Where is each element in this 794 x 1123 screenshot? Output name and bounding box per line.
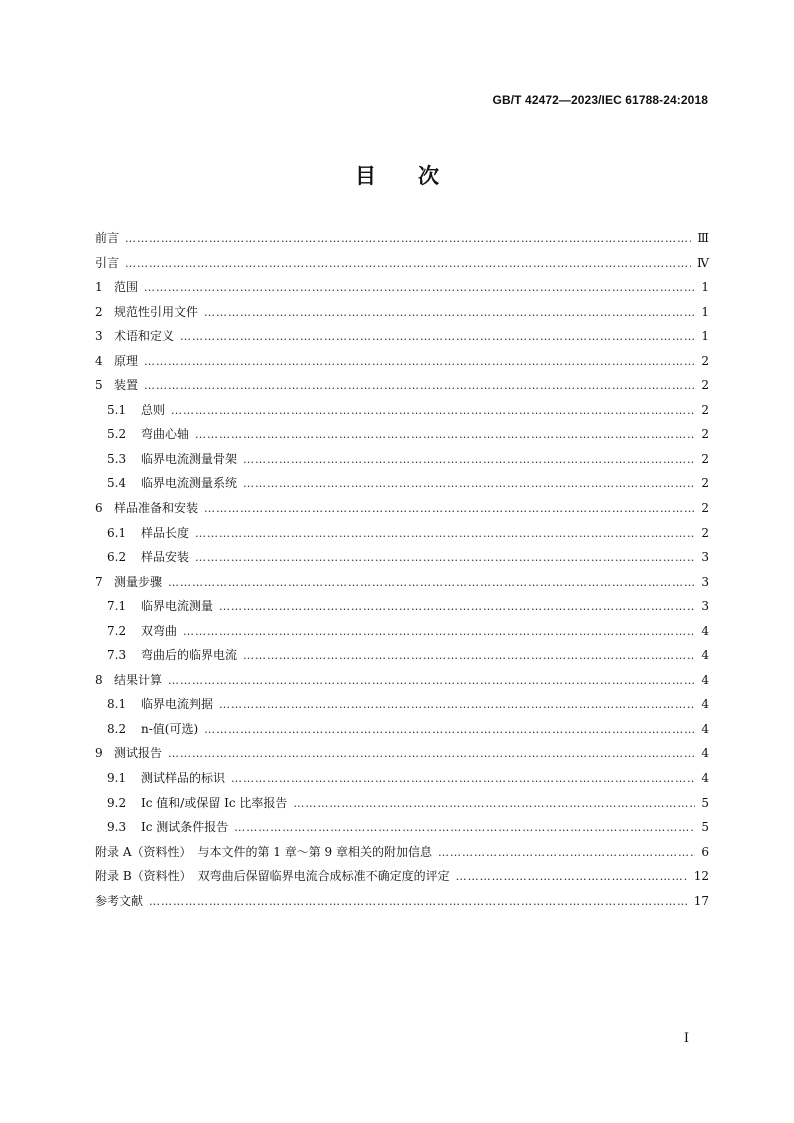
toc-entry-number: 8: [95, 672, 103, 687]
toc-entry-page: 4: [701, 648, 709, 663]
toc-leader-dots: [234, 816, 695, 841]
toc-entry[interactable]: [95, 864, 709, 889]
toc-entry-page: 2: [701, 451, 709, 466]
toc-entry-page: 6: [701, 844, 709, 859]
toc-entry[interactable]: [95, 398, 709, 423]
toc-entry-page: 1: [701, 329, 709, 344]
toc-leader-dots: [204, 301, 695, 326]
toc-entry-title: 范围: [114, 280, 139, 295]
document-code: GB/T 42472—2023/IEC 61788-24:2018: [492, 93, 708, 107]
toc-entry-title: 样品准备和安装: [114, 501, 199, 516]
toc-entry-page: 17: [693, 893, 709, 908]
toc-leader-dots: [168, 571, 695, 596]
toc-leader-dots: [168, 742, 695, 767]
toc-leader-dots: [125, 227, 691, 252]
toc-entry[interactable]: [95, 643, 709, 668]
toc-entry-page: 4: [701, 623, 709, 638]
toc-leader-dots: [195, 522, 695, 547]
toc-entry-title: 临界电流判据: [141, 697, 214, 712]
toc-entry-number: 8.1: [107, 697, 127, 712]
toc-entry[interactable]: [95, 692, 709, 717]
toc-entry[interactable]: [95, 741, 709, 766]
toc-entry-title: n-值(可选): [141, 721, 199, 736]
toc-entry-title: 装置: [114, 378, 139, 393]
toc-entry-page: 3: [701, 574, 709, 589]
toc-leader-dots: [168, 669, 695, 694]
toc-entry[interactable]: [95, 324, 709, 349]
toc-leader-dots: [149, 890, 688, 915]
toc-entry-number: 5.1: [107, 402, 127, 417]
toc-entry-title: 引言: [95, 255, 120, 270]
toc-entry-page: 5: [701, 795, 709, 810]
toc-entry[interactable]: [95, 545, 709, 570]
toc-entry-page: 2: [701, 427, 709, 442]
toc-entry-title: 测试报告: [114, 746, 163, 761]
toc-entry-page: 4: [701, 721, 709, 736]
toc-entry-number: 9.2: [107, 795, 127, 810]
toc-entry[interactable]: [95, 619, 709, 644]
toc-leader-dots: [243, 472, 695, 497]
toc-entry-title: 弯曲后的临界电流: [141, 648, 238, 663]
table-of-contents: [95, 226, 709, 913]
toc-entry[interactable]: [95, 815, 709, 840]
toc-entry-page: 4: [701, 771, 709, 786]
toc-entry-page: Ⅳ: [697, 255, 709, 270]
toc-entry-number: 9: [95, 746, 103, 761]
toc-entry-number: 5.4: [107, 476, 127, 491]
toc-entry-page: 1: [701, 280, 709, 295]
toc-leader-dots: [183, 620, 695, 645]
toc-entry-number: 7.1: [107, 599, 127, 614]
toc-entry-title: 术语和定义: [114, 329, 175, 344]
toc-leader-dots: [293, 792, 695, 817]
page-title: 目 次: [355, 164, 439, 188]
toc-leader-dots: [144, 276, 695, 301]
toc-entry[interactable]: [95, 766, 709, 791]
toc-entry-page: 2: [701, 525, 709, 540]
toc-entry[interactable]: [95, 447, 709, 472]
toc-entry[interactable]: [95, 422, 709, 447]
toc-entry[interactable]: [95, 840, 709, 865]
toc-entry-page: 4: [701, 697, 709, 712]
toc-entry-title: 弯曲心轴: [141, 427, 190, 442]
toc-entry-title: 临界电流测量: [141, 599, 214, 614]
toc-entry-page: Ⅲ: [697, 231, 709, 245]
toc-entry[interactable]: [95, 275, 709, 300]
toc-entry-title: Ic 测试条件报告: [141, 820, 229, 835]
toc-leader-dots: [243, 448, 695, 473]
toc-entry-page: 3: [701, 550, 709, 565]
toc-entry-number: 7: [95, 574, 103, 589]
toc-entry-number: 7.3: [107, 648, 127, 663]
toc-leader-dots: [144, 374, 695, 399]
toc-entry-number: 3: [95, 329, 103, 344]
toc-leader-dots: [125, 252, 691, 277]
toc-entry-number: 8.2: [107, 721, 127, 736]
toc-entry-page: 2: [701, 402, 709, 417]
toc-entry-page: 2: [701, 501, 709, 516]
toc-entry[interactable]: [95, 889, 709, 914]
toc-entry[interactable]: [95, 496, 709, 521]
toc-leader-dots: [231, 767, 695, 792]
page-number: I: [683, 1031, 689, 1046]
toc-entry-title: 附录 B（资料性） 双弯曲后保留临界电流合成标准不确定度的评定: [95, 869, 450, 884]
toc-entry-number: 5: [95, 378, 103, 393]
toc-entry-page: 2: [701, 378, 709, 393]
toc-leader-dots: [438, 841, 695, 866]
toc-entry-page: 3: [701, 599, 709, 614]
toc-entry[interactable]: [95, 373, 709, 398]
toc-leader-dots: [195, 423, 695, 448]
toc-entry-title: 临界电流测量系统: [141, 476, 238, 491]
toc-entry-number: 2: [95, 304, 103, 319]
toc-entry-title: 测试样品的标识: [141, 771, 226, 786]
toc-entry-number: 6: [95, 501, 103, 516]
toc-leader-dots: [219, 693, 695, 718]
toc-entry-page: 4: [701, 746, 709, 761]
toc-entry-number: 1: [95, 280, 103, 295]
toc-leader-dots: [243, 644, 695, 669]
toc-leader-dots: [195, 546, 695, 571]
toc-entry-page: 4: [701, 672, 709, 687]
toc-entry[interactable]: [95, 791, 709, 816]
toc-entry-number: 5.3: [107, 451, 127, 466]
toc-entry-title: 测量步骤: [114, 574, 163, 589]
toc-entry-title: 样品安装: [141, 550, 190, 565]
toc-entry-title: 双弯曲: [141, 623, 178, 638]
toc-entry-number: 6.1: [107, 525, 127, 540]
toc-leader-dots: [456, 865, 688, 890]
toc-leader-dots: [171, 399, 695, 424]
toc-entry-number: 7.2: [107, 623, 127, 638]
toc-leader-dots: [204, 718, 695, 743]
toc-entry-title: 结果计算: [114, 672, 163, 687]
toc-entry-page: 2: [701, 353, 709, 368]
toc-entry[interactable]: [95, 570, 709, 595]
toc-entry-title: 规范性引用文件: [114, 304, 199, 319]
toc-entry-title: 原理: [114, 353, 139, 368]
toc-entry[interactable]: [95, 471, 709, 496]
toc-leader-dots: [144, 350, 695, 375]
toc-entry-page: 5: [701, 820, 709, 835]
toc-entry[interactable]: [95, 668, 709, 693]
toc-entry[interactable]: [95, 251, 709, 276]
toc-entry[interactable]: [95, 717, 709, 742]
toc-entry[interactable]: [95, 594, 709, 619]
toc-entry-title: 总则: [141, 402, 166, 417]
toc-entry-page: 2: [701, 476, 709, 491]
toc-entry-title: Ic 值和/或保留 Ic 比率报告: [141, 795, 288, 810]
toc-entry-number: 6.2: [107, 550, 127, 565]
toc-entry-title: 样品长度: [141, 525, 190, 540]
toc-entry-title: 附录 A（资料性） 与本文件的第 1 章～第 9 章相关的附加信息: [95, 844, 433, 859]
toc-entry-number: 5.2: [107, 427, 127, 442]
toc-entry-title: 参考文献: [95, 893, 144, 908]
toc-entry[interactable]: [95, 349, 709, 374]
toc-entry-title: 临界电流测量骨架: [141, 451, 238, 466]
toc-entry-page: 12: [693, 869, 709, 884]
toc-entry-title: 前言: [95, 231, 120, 245]
toc-entry[interactable]: [95, 521, 709, 546]
toc-leader-dots: [180, 325, 695, 350]
toc-entry-number: 9.3: [107, 820, 127, 835]
toc-entry[interactable]: [95, 300, 709, 325]
toc-entry-number: 4: [95, 353, 103, 368]
toc-leader-dots: [219, 595, 695, 620]
toc-entry-number: 9.1: [107, 771, 127, 786]
toc-entry-page: 1: [701, 304, 709, 319]
toc-leader-dots: [204, 497, 695, 522]
toc-entry[interactable]: [95, 226, 709, 251]
